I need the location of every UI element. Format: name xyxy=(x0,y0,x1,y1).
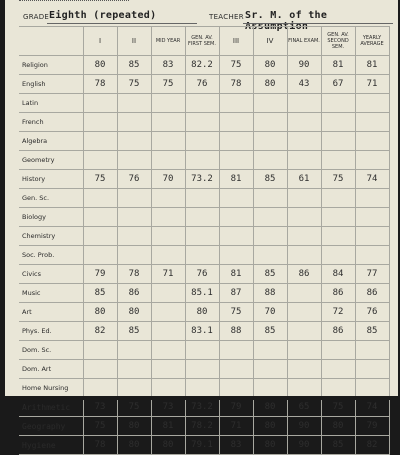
mark-cell xyxy=(219,208,253,227)
mark-cell xyxy=(83,379,117,398)
subject-label: Hygiene xyxy=(19,436,83,455)
mark-cell: 86 xyxy=(321,284,355,303)
mark-cell xyxy=(287,284,321,303)
mark-cell xyxy=(253,151,287,170)
mark-cell: 78 xyxy=(83,75,117,94)
mark-cell: 83.1 xyxy=(185,322,219,341)
mark-cell xyxy=(151,151,185,170)
column-header: GEN. AV. SECOND SEM. xyxy=(321,27,355,56)
mark-cell xyxy=(219,151,253,170)
mark-cell: 75 xyxy=(219,303,253,322)
mark-cell: 75 xyxy=(321,398,355,417)
mark-cell xyxy=(117,360,151,379)
table-row xyxy=(19,56,389,75)
mark-cell xyxy=(253,227,287,246)
mark-cell xyxy=(117,341,151,360)
mark-cell: 79 xyxy=(355,417,389,436)
mark-cell: 82 xyxy=(355,436,389,455)
mark-cell xyxy=(321,379,355,398)
mark-cell xyxy=(355,379,389,398)
mark-cell xyxy=(185,132,219,151)
mark-cell xyxy=(287,132,321,151)
mark-cell xyxy=(287,246,321,265)
mark-cell xyxy=(355,151,389,170)
mark-cell: 86 xyxy=(117,284,151,303)
mark-cell xyxy=(185,113,219,132)
mark-cell: 80 xyxy=(253,436,287,455)
mark-cell xyxy=(253,132,287,151)
mark-cell: 76 xyxy=(185,75,219,94)
table-row xyxy=(19,94,389,113)
table-row xyxy=(19,208,389,227)
mark-cell: 70 xyxy=(253,303,287,322)
mark-cell xyxy=(185,227,219,246)
mark-cell: 75 xyxy=(151,75,185,94)
grades-table xyxy=(19,26,390,455)
mark-cell xyxy=(287,303,321,322)
table-row xyxy=(19,170,389,189)
report-card-sheet xyxy=(5,0,398,450)
mark-cell xyxy=(287,151,321,170)
mark-cell: 83 xyxy=(151,56,185,75)
column-header: FINAL EXAM. xyxy=(287,27,321,56)
mark-cell: 90 xyxy=(287,56,321,75)
mark-cell xyxy=(83,151,117,170)
table-header-row xyxy=(19,27,389,56)
mark-cell: 83 xyxy=(219,436,253,455)
mark-cell xyxy=(117,227,151,246)
table-row xyxy=(19,284,389,303)
mark-cell: 85 xyxy=(253,265,287,284)
mark-cell xyxy=(321,151,355,170)
mark-cell xyxy=(355,208,389,227)
column-header: IV xyxy=(253,27,287,56)
table-row xyxy=(19,436,389,455)
mark-cell xyxy=(219,379,253,398)
mark-cell: 85 xyxy=(83,284,117,303)
column-header: I xyxy=(83,27,117,56)
mark-cell xyxy=(151,246,185,265)
mark-cell: 80 xyxy=(83,303,117,322)
mark-cell xyxy=(151,322,185,341)
subject-label: Phys. Ed. xyxy=(19,322,83,341)
mark-cell: 71 xyxy=(151,265,185,284)
mark-cell: 72 xyxy=(321,303,355,322)
mark-cell: 85.1 xyxy=(185,284,219,303)
subject-label: French xyxy=(19,113,83,132)
mark-cell: 80 xyxy=(83,56,117,75)
column-header: YEARLY AVERAGE xyxy=(355,27,389,56)
teacher-underline xyxy=(243,23,393,24)
subject-label: Algebra xyxy=(19,132,83,151)
subject-label: Music xyxy=(19,284,83,303)
mark-cell xyxy=(253,208,287,227)
mark-cell: 85 xyxy=(355,322,389,341)
mark-cell xyxy=(83,113,117,132)
mark-cell xyxy=(185,151,219,170)
teacher-label: TEACHER xyxy=(209,13,244,21)
subject-label: Latin xyxy=(19,94,83,113)
grade-teacher-line xyxy=(23,8,393,32)
column-header: MID YEAR xyxy=(151,27,185,56)
mark-cell: 80 xyxy=(253,398,287,417)
mark-cell: 82.2 xyxy=(185,56,219,75)
mark-cell: 71 xyxy=(219,417,253,436)
table-row xyxy=(19,265,389,284)
mark-cell xyxy=(287,379,321,398)
column-header: II xyxy=(117,27,151,56)
subject-label: Geometry xyxy=(19,151,83,170)
mark-cell xyxy=(355,360,389,379)
mark-cell xyxy=(321,246,355,265)
teacher-value: Sr. M. of the Assumption xyxy=(245,10,328,32)
mark-cell xyxy=(355,227,389,246)
mark-cell xyxy=(253,189,287,208)
mark-cell xyxy=(253,246,287,265)
table-row xyxy=(19,303,389,322)
table-row xyxy=(19,75,389,94)
mark-cell xyxy=(321,113,355,132)
mark-cell xyxy=(83,227,117,246)
mark-cell xyxy=(117,94,151,113)
mark-cell xyxy=(151,208,185,227)
mark-cell xyxy=(151,227,185,246)
table-row xyxy=(19,132,389,151)
table-row xyxy=(19,360,389,379)
mark-cell xyxy=(287,189,321,208)
subject-label: English xyxy=(19,75,83,94)
mark-cell: 73 xyxy=(83,398,117,417)
mark-cell xyxy=(287,113,321,132)
mark-cell: 76 xyxy=(355,303,389,322)
mark-cell xyxy=(151,189,185,208)
subject-label: Chemistry xyxy=(19,227,83,246)
mark-cell xyxy=(321,227,355,246)
mark-cell: 73.2 xyxy=(185,398,219,417)
mark-cell: 80 xyxy=(321,417,355,436)
table-row xyxy=(19,151,389,170)
mark-cell: 79.1 xyxy=(185,436,219,455)
table-row xyxy=(19,341,389,360)
mark-cell: 88 xyxy=(219,322,253,341)
subject-label: Geography xyxy=(19,417,83,436)
mark-cell xyxy=(321,132,355,151)
mark-cell: 85 xyxy=(117,322,151,341)
table-row xyxy=(19,227,389,246)
mark-cell: 90 xyxy=(287,417,321,436)
grade-value: Eighth (repeated) xyxy=(49,10,157,21)
mark-cell xyxy=(355,189,389,208)
mark-cell xyxy=(117,246,151,265)
mark-cell: 86 xyxy=(321,322,355,341)
subject-label: History xyxy=(19,170,83,189)
mark-cell xyxy=(117,189,151,208)
mark-cell xyxy=(321,189,355,208)
mark-cell: 87 xyxy=(219,284,253,303)
mark-cell: 75 xyxy=(321,170,355,189)
grade-underline xyxy=(47,23,197,24)
mark-cell: 84 xyxy=(321,265,355,284)
mark-cell xyxy=(287,360,321,379)
mark-cell: 75 xyxy=(83,170,117,189)
mark-cell xyxy=(185,189,219,208)
mark-cell: 77 xyxy=(355,265,389,284)
mark-cell: 85 xyxy=(253,322,287,341)
column-header: GEN. AV. FIRST SEM. xyxy=(185,27,219,56)
mark-cell: 85 xyxy=(117,56,151,75)
mark-cell xyxy=(151,284,185,303)
grade-label: GRADE xyxy=(23,13,50,21)
mark-cell: 80 xyxy=(253,75,287,94)
mark-cell: 81 xyxy=(151,417,185,436)
mark-cell xyxy=(321,341,355,360)
mark-cell xyxy=(219,227,253,246)
mark-cell xyxy=(219,113,253,132)
mark-cell xyxy=(287,227,321,246)
mark-cell xyxy=(151,341,185,360)
table-row xyxy=(19,379,389,398)
mark-cell: 70 xyxy=(151,170,185,189)
mark-cell: 79 xyxy=(219,398,253,417)
mark-cell xyxy=(151,303,185,322)
mark-cell xyxy=(185,246,219,265)
table-row xyxy=(19,417,389,436)
mark-cell xyxy=(151,94,185,113)
mark-cell xyxy=(185,94,219,113)
mark-cell xyxy=(83,360,117,379)
mark-cell xyxy=(117,113,151,132)
mark-cell xyxy=(185,341,219,360)
table-row xyxy=(19,322,389,341)
table-row xyxy=(19,246,389,265)
mark-cell xyxy=(185,208,219,227)
mark-cell xyxy=(219,132,253,151)
mark-cell xyxy=(83,132,117,151)
mark-cell xyxy=(151,360,185,379)
mark-cell: 81 xyxy=(219,265,253,284)
mark-cell: 80 xyxy=(185,303,219,322)
subject-label: Biology xyxy=(19,208,83,227)
mark-cell xyxy=(151,379,185,398)
mark-cell xyxy=(83,94,117,113)
mark-cell: 61 xyxy=(287,170,321,189)
mark-cell: 73 xyxy=(151,398,185,417)
subject-label: Home Nursing xyxy=(19,379,83,398)
subject-label: Dom. Sc. xyxy=(19,341,83,360)
mark-cell: 85 xyxy=(321,436,355,455)
mark-cell: 85 xyxy=(253,170,287,189)
mark-cell xyxy=(253,360,287,379)
mark-cell: 80 xyxy=(117,417,151,436)
mark-cell: 86 xyxy=(355,284,389,303)
subject-label: Art xyxy=(19,303,83,322)
mark-cell xyxy=(117,151,151,170)
subject-label: Civics xyxy=(19,265,83,284)
mark-cell: 88 xyxy=(253,284,287,303)
table-row xyxy=(19,189,389,208)
mark-cell: 78 xyxy=(219,75,253,94)
mark-cell: 81 xyxy=(355,56,389,75)
mark-cell xyxy=(287,94,321,113)
mark-cell xyxy=(355,94,389,113)
mark-cell xyxy=(185,360,219,379)
mark-cell xyxy=(355,132,389,151)
bottom-edge xyxy=(5,396,400,400)
mark-cell xyxy=(151,113,185,132)
mark-cell: 90 xyxy=(287,436,321,455)
mark-cell xyxy=(321,360,355,379)
subject-label: Religion xyxy=(19,56,83,75)
mark-cell: 65 xyxy=(287,398,321,417)
mark-cell: 76 xyxy=(117,170,151,189)
subject-label: Dom. Art xyxy=(19,360,83,379)
mark-cell xyxy=(117,208,151,227)
mark-cell xyxy=(253,113,287,132)
table-row xyxy=(19,113,389,132)
mark-cell: 67 xyxy=(321,75,355,94)
mark-cell xyxy=(253,94,287,113)
mark-cell: 81 xyxy=(219,170,253,189)
mark-cell xyxy=(253,341,287,360)
mark-cell xyxy=(253,379,287,398)
mark-cell xyxy=(321,208,355,227)
mark-cell: 78.2 xyxy=(185,417,219,436)
mark-cell: 82 xyxy=(83,322,117,341)
mark-cell xyxy=(287,341,321,360)
mark-cell: 78 xyxy=(117,265,151,284)
subject-label: Arithmetic xyxy=(19,398,83,417)
mark-cell: 80 xyxy=(253,417,287,436)
mark-cell: 74 xyxy=(355,398,389,417)
mark-cell xyxy=(219,341,253,360)
mark-cell xyxy=(185,379,219,398)
subject-label: Soc. Prob. xyxy=(19,246,83,265)
mark-cell xyxy=(83,341,117,360)
mark-cell xyxy=(219,246,253,265)
mark-cell: 80 xyxy=(117,303,151,322)
column-header: III xyxy=(219,27,253,56)
mark-cell: 81 xyxy=(321,56,355,75)
mark-cell: 75 xyxy=(117,398,151,417)
mark-cell: 76 xyxy=(185,265,219,284)
mark-cell xyxy=(355,341,389,360)
mark-cell: 80 xyxy=(117,436,151,455)
mark-cell: 75 xyxy=(117,75,151,94)
subject-column-header xyxy=(19,27,83,56)
mark-cell: 43 xyxy=(287,75,321,94)
address-line xyxy=(19,0,129,5)
mark-cell xyxy=(83,189,117,208)
table-row xyxy=(19,398,389,417)
subject-label: Gen. Sc. xyxy=(19,189,83,208)
mark-cell xyxy=(117,379,151,398)
mark-cell: 75 xyxy=(83,417,117,436)
mark-cell xyxy=(219,94,253,113)
mark-cell: 80 xyxy=(253,56,287,75)
mark-cell xyxy=(219,360,253,379)
mark-cell: 75 xyxy=(219,56,253,75)
mark-cell xyxy=(151,132,185,151)
mark-cell: 86 xyxy=(287,265,321,284)
mark-cell xyxy=(83,208,117,227)
mark-cell xyxy=(321,94,355,113)
mark-cell xyxy=(355,246,389,265)
mark-cell: 80 xyxy=(151,436,185,455)
mark-cell xyxy=(117,132,151,151)
mark-cell xyxy=(287,322,321,341)
mark-cell: 73.2 xyxy=(185,170,219,189)
mark-cell xyxy=(83,246,117,265)
mark-cell: 74 xyxy=(355,170,389,189)
mark-cell: 79 xyxy=(83,265,117,284)
mark-cell: 78 xyxy=(83,436,117,455)
mark-cell: 71 xyxy=(355,75,389,94)
mark-cell xyxy=(355,113,389,132)
mark-cell xyxy=(219,189,253,208)
mark-cell xyxy=(287,208,321,227)
